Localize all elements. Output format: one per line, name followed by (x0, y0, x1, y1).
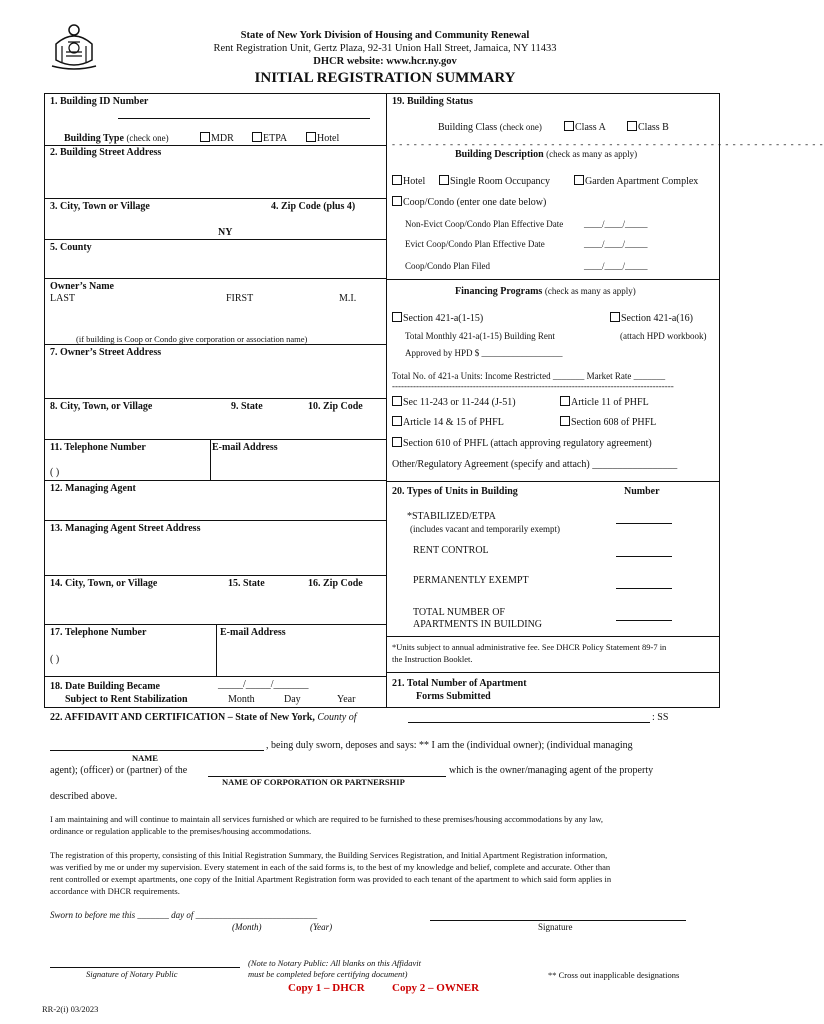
copy-owner: Copy 2 – OWNER (392, 982, 480, 994)
class-b-checkbox[interactable] (627, 121, 637, 131)
building-status-label: 19. Building Status (392, 96, 473, 107)
county-input[interactable] (408, 722, 650, 723)
sro-checkbox[interactable] (439, 175, 449, 185)
maintenance-statement-1: I am maintaining and will continue to maintain all services furnished or which are required to be furnished to these premises/housing accommodations by any law, (50, 814, 603, 824)
county-label: 5. County (50, 242, 92, 253)
s421a16-option[interactable] (610, 312, 693, 324)
owner-agent-text: which is the owner/managing agent of the property (449, 765, 654, 776)
notary-signature-line[interactable] (50, 967, 240, 968)
affidavit-heading (50, 712, 357, 723)
owner-street-label: 7. Owner’s Street Address (50, 347, 162, 358)
evict-date-label: Evict Coop/Condo Plan Effective Date (405, 239, 545, 249)
maintenance-statement-2: ordinance or regulation applicable to the premises/housing accommodations. (50, 826, 312, 836)
other-agreement-field[interactable]: Other/Regulatory Agreement (specify and attach) _________________ (392, 459, 678, 470)
garden-checkbox[interactable] (574, 175, 584, 185)
approved-hpd-field[interactable]: Approved by HPD $ __________________ (405, 348, 563, 358)
ss-label: : SS (652, 712, 669, 723)
building-id-input[interactable] (118, 118, 370, 119)
hotel-type-label: Hotel (317, 133, 340, 144)
agency-name: State of New York Division of Housing and Community Renewal (240, 30, 530, 41)
j51-option[interactable] (392, 396, 516, 408)
form-title: INITIAL REGISTRATION SUMMARY (254, 70, 516, 86)
perm-exempt-label: PERMANENTLY EXEMPT (413, 575, 529, 586)
coop-checkbox[interactable] (392, 196, 402, 206)
agency-address: Rent Registration Unit, Gertz Plaza, 92-31 Union Hall Street, Jamaica, NY 11433 (213, 43, 557, 54)
notary-note-2: must be completed before certifying document) (248, 969, 408, 979)
coop-note: (if building is Coop or Condo give corporation or association name) (76, 334, 308, 344)
notary-note-1: (Note to Notary Public: All blanks on this Affidavit (248, 958, 421, 968)
agency-website: DHCR website: www.hcr.ny.gov (313, 56, 457, 67)
form-id: RR-2(i) 03/2023 (42, 1004, 99, 1014)
building-type-row (64, 133, 169, 144)
nonevict-date-label: Non-Evict Coop/Condo Plan Effective Date (405, 219, 564, 229)
owner-name-label: Owner’s Name (50, 281, 114, 292)
section608-checkbox[interactable] (560, 416, 570, 426)
county-of-label: County of (317, 712, 357, 723)
section608-label: Section 608 of PHFL (571, 417, 657, 428)
section608-option[interactable] (560, 416, 656, 428)
month-caption: Month (228, 694, 255, 705)
coop-option[interactable] (392, 196, 546, 208)
date-stabilization-input[interactable]: _____/_____/_______ (218, 679, 309, 690)
section610-label: Section 610 of PHFL (attach approving regulatory agreement) (403, 438, 652, 449)
state-value: NY (218, 227, 233, 238)
article11-checkbox[interactable] (560, 396, 570, 406)
owner-phone-areacode[interactable]: ( ) (50, 467, 60, 478)
financing-programs-row (455, 286, 636, 297)
building-class-row (438, 122, 542, 133)
signature-line[interactable] (430, 920, 686, 921)
etpa-checkbox[interactable] (252, 132, 262, 142)
registration-statement-3: rent controlled or exempt apartments, one copy of the Initial Apartment Registration form was provided to each tenant of the apartment to which said form applies in (50, 874, 612, 884)
building-id-label: 1. Building ID Number (50, 96, 149, 107)
owner-zip-label: 10. Zip Code (308, 401, 363, 412)
j51-checkbox[interactable] (392, 396, 402, 406)
notary-signature-caption: Signature of Notary Public (86, 969, 178, 979)
agent-city-label: 14. City, Town, or Village (50, 578, 158, 589)
financing-programs-hint: (check as many as apply) (544, 286, 636, 296)
j51-label: Sec 11-243 or 11-244 (J-51) (403, 397, 516, 408)
total-421a-units[interactable]: Total No. of 421-a Units: Income Restricted _______ Market Rate _______ (392, 371, 666, 381)
registration-statement-1: The registration of this property, consisting of this Initial Registration Summary, the Building Services Registration, and Initial Apartment Registration information, (50, 850, 608, 860)
day-caption: Day (284, 694, 301, 705)
managing-agent-label: 12. Managing Agent (50, 483, 136, 494)
sro-option[interactable] (439, 175, 550, 187)
etpa-label: ETPA (263, 133, 288, 144)
class-b-option[interactable] (627, 121, 669, 133)
owner-mi-label: M.I. (339, 293, 357, 304)
year-caption: Year (337, 694, 356, 705)
building-description-hint: (check as many as apply) (546, 149, 638, 159)
evict-date-input[interactable]: ____/____/_____ (584, 239, 648, 249)
hotel-checkbox[interactable] (392, 175, 402, 185)
building-type-hint: (check one) (126, 133, 169, 143)
article11-label: Article 11 of PHFL (571, 397, 649, 408)
agent-email-label: E-mail Address (220, 627, 286, 638)
affiant-name-input[interactable] (50, 750, 264, 751)
signature-caption: Signature (538, 922, 573, 932)
rent-control-count-input[interactable] (616, 556, 672, 557)
agent-street-label: 13. Managing Agent Street Address (50, 523, 201, 534)
cross-out-note: ** Cross out inapplicable designations (548, 970, 680, 980)
zip-plus4-label: 4. Zip Code (plus 4) (271, 201, 356, 212)
mdr-label: MDR (211, 133, 234, 144)
total-count-input[interactable] (616, 620, 672, 621)
described-above-text: described above. (50, 791, 118, 802)
s421a16-label: Section 421-a(16) (621, 313, 693, 324)
apartments-in-building-label: APARTMENTS IN BUILDING (413, 619, 543, 630)
building-type-hotel[interactable] (306, 132, 339, 144)
separator-dashes: - - - - - - - - - - - - - - - - - - - - - - - - - - - - - - - - - - - - - - - - - - - - - - - - - - - - - - - - - - - - (392, 139, 824, 149)
s421a-option[interactable] (392, 312, 483, 324)
stabilized-note: (includes vacant and temporarily exempt) (410, 524, 560, 534)
class-a-option[interactable] (564, 121, 606, 133)
owner-phone-label: 11. Telephone Number (50, 442, 146, 453)
sworn-statement: , being duly sworn, deposes and says: ** I am the (individual owner); (individual managing (266, 740, 633, 751)
agent-officer-text: agent); (officer) or (partner) of the (50, 765, 188, 776)
class-a-checkbox[interactable] (564, 121, 574, 131)
agent-zip-label: 16. Zip Code (308, 578, 363, 589)
date-stabilization-label-2: Subject to Rent Stabilization (65, 694, 188, 705)
sro-label: Single Room Occupancy (450, 176, 550, 187)
building-type-label: Building Type (64, 133, 124, 144)
building-class-label: Building Class (438, 122, 498, 133)
total-number-label: TOTAL NUMBER OF (413, 607, 505, 618)
unit-types-label: 20. Types of Units in Building (392, 486, 518, 497)
corporation-caption: NAME OF CORPORATION OR PARTNERSHIP (222, 777, 405, 787)
class-a-label: Class A (575, 122, 606, 133)
sworn-before-field[interactable]: Sworn to before me this _______ day of ___________________________ (50, 910, 318, 920)
copy-dhcr: Copy 1 – DHCR (288, 982, 365, 994)
building-type-mdr[interactable] (200, 132, 234, 144)
article14-checkbox[interactable] (392, 416, 402, 426)
coop-label: Coop/Condo (enter one date below) (403, 197, 547, 208)
month-caption-affidavit: (Month) (232, 922, 262, 932)
registration-statement-4: accordance with DHCR requirements. (50, 886, 180, 896)
monthly-rent-label: Total Monthly 421-a(1-15) Building Rent (405, 331, 555, 341)
apartment-forms-label: 21. Total Number of Apartment (392, 678, 527, 689)
agent-phone-areacode[interactable]: ( ) (50, 654, 60, 665)
building-type-etpa[interactable] (252, 132, 287, 144)
fee-note-line2: the Instruction Booklet. (392, 654, 473, 664)
agent-state-label: 15. State (228, 578, 265, 589)
rent-control-label: RENT CONTROL (413, 545, 489, 556)
class-b-label: Class B (638, 122, 669, 133)
hotel-option[interactable] (392, 175, 425, 187)
garden-option[interactable] (574, 175, 698, 187)
affidavit-title: 22. AFFIDAVIT AND CERTIFICATION – State of New York, (50, 712, 315, 723)
nonevict-date-input[interactable]: ____/____/_____ (584, 219, 648, 229)
owner-email-label: E-mail Address (212, 442, 278, 453)
dashed-separator: ---------------------------------------------------------------------------------------------- (392, 381, 674, 391)
hotel-type-checkbox[interactable] (306, 132, 316, 142)
building-description-row (455, 149, 637, 160)
registration-statement-2: was verified by me or under my supervision. Every statement in each of the said forms is, to the best of my knowledge and belief, complete and accurate. Other than (50, 862, 611, 872)
owner-state-label: 9. State (231, 401, 263, 412)
date-stabilization-label: 18. Date Building Became (50, 681, 160, 692)
s421a-label: Section 421-a(1-15) (403, 313, 484, 324)
building-description-label: Building Description (455, 149, 544, 160)
article11-option[interactable] (560, 396, 649, 408)
mdr-checkbox[interactable] (200, 132, 210, 142)
garden-label: Garden Apartment Complex (585, 176, 699, 187)
s421a-checkbox[interactable] (392, 312, 402, 322)
owner-first-label: FIRST (226, 293, 254, 304)
year-caption-affidavit: (Year) (310, 922, 333, 932)
section610-checkbox[interactable] (392, 437, 402, 447)
s421a16-checkbox[interactable] (610, 312, 620, 322)
article14-label: Article 14 & 15 of PHFL (403, 417, 504, 428)
perm-exempt-count-input[interactable] (616, 588, 672, 589)
name-caption: NAME (132, 753, 158, 763)
stabilized-count-input[interactable] (616, 523, 672, 524)
city-label: 3. City, Town or Village (50, 201, 150, 212)
section610-option[interactable] (392, 437, 652, 449)
owner-city-label: 8. City, Town, or Village (50, 401, 153, 412)
plan-filed-label: Coop/Condo Plan Filed (405, 261, 491, 271)
fee-note-line1: *Units subject to annual administrative fee. See DHCR Policy Statement 89-7 in (392, 642, 667, 652)
number-header: Number (624, 486, 660, 497)
owner-last-label: LAST (50, 293, 75, 304)
article14-option[interactable] (392, 416, 504, 428)
building-class-hint: (check one) (499, 122, 542, 132)
plan-filed-input[interactable]: ____/____/_____ (584, 261, 648, 271)
agent-phone-label: 17. Telephone Number (50, 627, 147, 638)
apartment-forms-label-2: Forms Submitted (416, 691, 491, 702)
hpd-workbook-note: (attach HPD workbook) (620, 331, 707, 341)
hotel-label: Hotel (403, 176, 426, 187)
stabilized-label: *STABILIZED/ETPA (407, 511, 496, 522)
street-address-label: 2. Building Street Address (50, 147, 162, 158)
financing-programs-label: Financing Programs (455, 286, 543, 297)
